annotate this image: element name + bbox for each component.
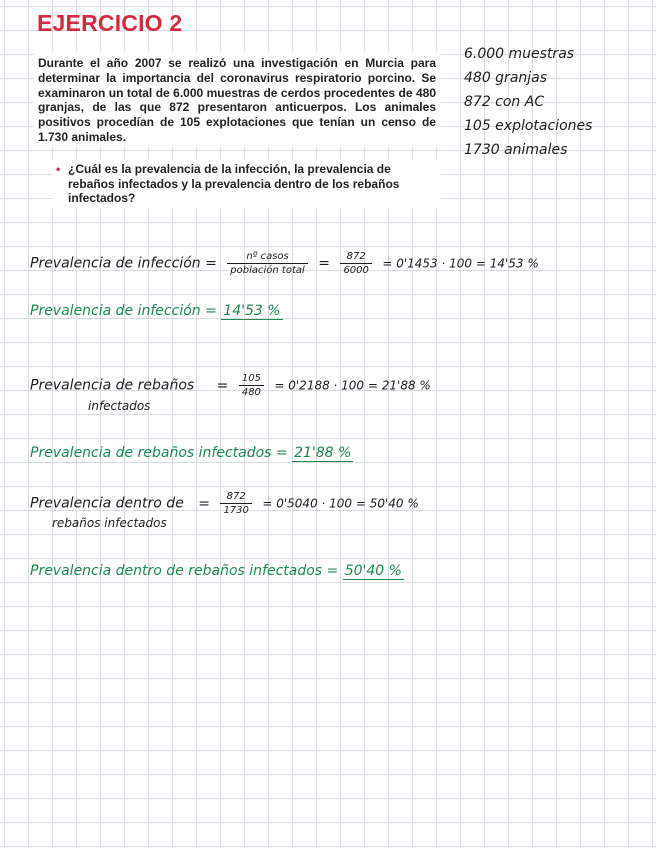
note-explotaciones: 105 explotaciones	[464, 118, 593, 134]
result-infeccion-label: Prevalencia de infección =	[30, 303, 217, 319]
fraction-numerator: nº casos	[227, 250, 308, 264]
result-dentro-value: 50'40 %	[344, 563, 402, 579]
calc-infeccion	[30, 250, 539, 277]
note-granjas: 480 granjas	[464, 70, 548, 86]
page-title: EJERCICIO 2	[37, 10, 183, 36]
calc-rebanos-result: = 0'2188 · 100 = 21'88 %	[274, 378, 431, 393]
result-infeccion-value: 14'53 %	[223, 303, 281, 319]
fraction-casos-poblacion	[227, 250, 308, 277]
result-dentro-label: Prevalencia dentro de rebaños infectados =	[30, 563, 339, 579]
note-animales: 1730 animales	[464, 142, 568, 158]
calc-rebanos-label-2: infectados	[88, 399, 151, 413]
result-rebanos-value: 21'88 %	[294, 445, 352, 461]
fraction-105-480	[239, 372, 264, 399]
fraction-denominator: población total	[230, 265, 305, 276]
fraction-denominator: 480	[241, 387, 261, 398]
calc-infeccion-label: Prevalencia de infección	[30, 255, 201, 272]
calc-dentro-label: Prevalencia dentro de	[30, 495, 184, 512]
result-rebanos-label: Prevalencia de rebaños infectados =	[30, 445, 288, 461]
note-muestras: 6.000 muestras	[464, 46, 575, 62]
fraction-numerator: 872	[340, 250, 371, 264]
bullet-icon: •	[56, 162, 61, 176]
result-dentro	[30, 563, 404, 579]
equals-sign: =	[198, 495, 210, 512]
note-con-ac: 872 con AC	[464, 94, 545, 110]
handwritten-notes	[464, 42, 614, 162]
result-infeccion	[30, 303, 283, 319]
fraction-872-6000	[340, 250, 371, 277]
calc-dentro-label-2: rebaños infectados	[52, 516, 167, 530]
equals-sign: =	[205, 255, 217, 272]
calc-infeccion-result: = 0'1453 · 100 = 14'53 %	[382, 256, 539, 271]
question-label: ¿Cuál es la prevalencia de la infección, la prevalencia de rebaños infectados y la prevalencia dentro de los rebaños infectados?	[68, 162, 400, 206]
calc-dentro	[30, 490, 419, 517]
fraction-872-1730	[220, 490, 251, 517]
fraction-numerator: 872	[220, 490, 251, 504]
question-block	[52, 160, 440, 208]
fraction-denominator: 1730	[223, 505, 249, 516]
result-rebanos	[30, 445, 353, 461]
calc-dentro-result: = 0'5040 · 100 = 50'40 %	[262, 496, 419, 511]
question-text	[56, 162, 436, 206]
problem-text: Durante el año 2007 se realizó una investigación en Murcia para determinar la importancia del coronavirus respiratorio porcino. Se examinaron un total de 6.000 muestras de cerdos procedentes de 480 granjas, de las que 872 presentaron anticuerpos. Los animales positivos procedían de 105 explotaciones que tenían un censo de 1.730 animales.	[38, 56, 436, 144]
equals-sign: =	[318, 255, 330, 272]
problem-statement	[34, 52, 440, 147]
fraction-numerator: 105	[239, 372, 264, 386]
calc-rebanos	[30, 372, 431, 399]
equals-sign: =	[216, 377, 229, 394]
calc-rebanos-label: Prevalencia de rebaños	[30, 377, 195, 394]
fraction-denominator: 6000	[343, 265, 369, 276]
